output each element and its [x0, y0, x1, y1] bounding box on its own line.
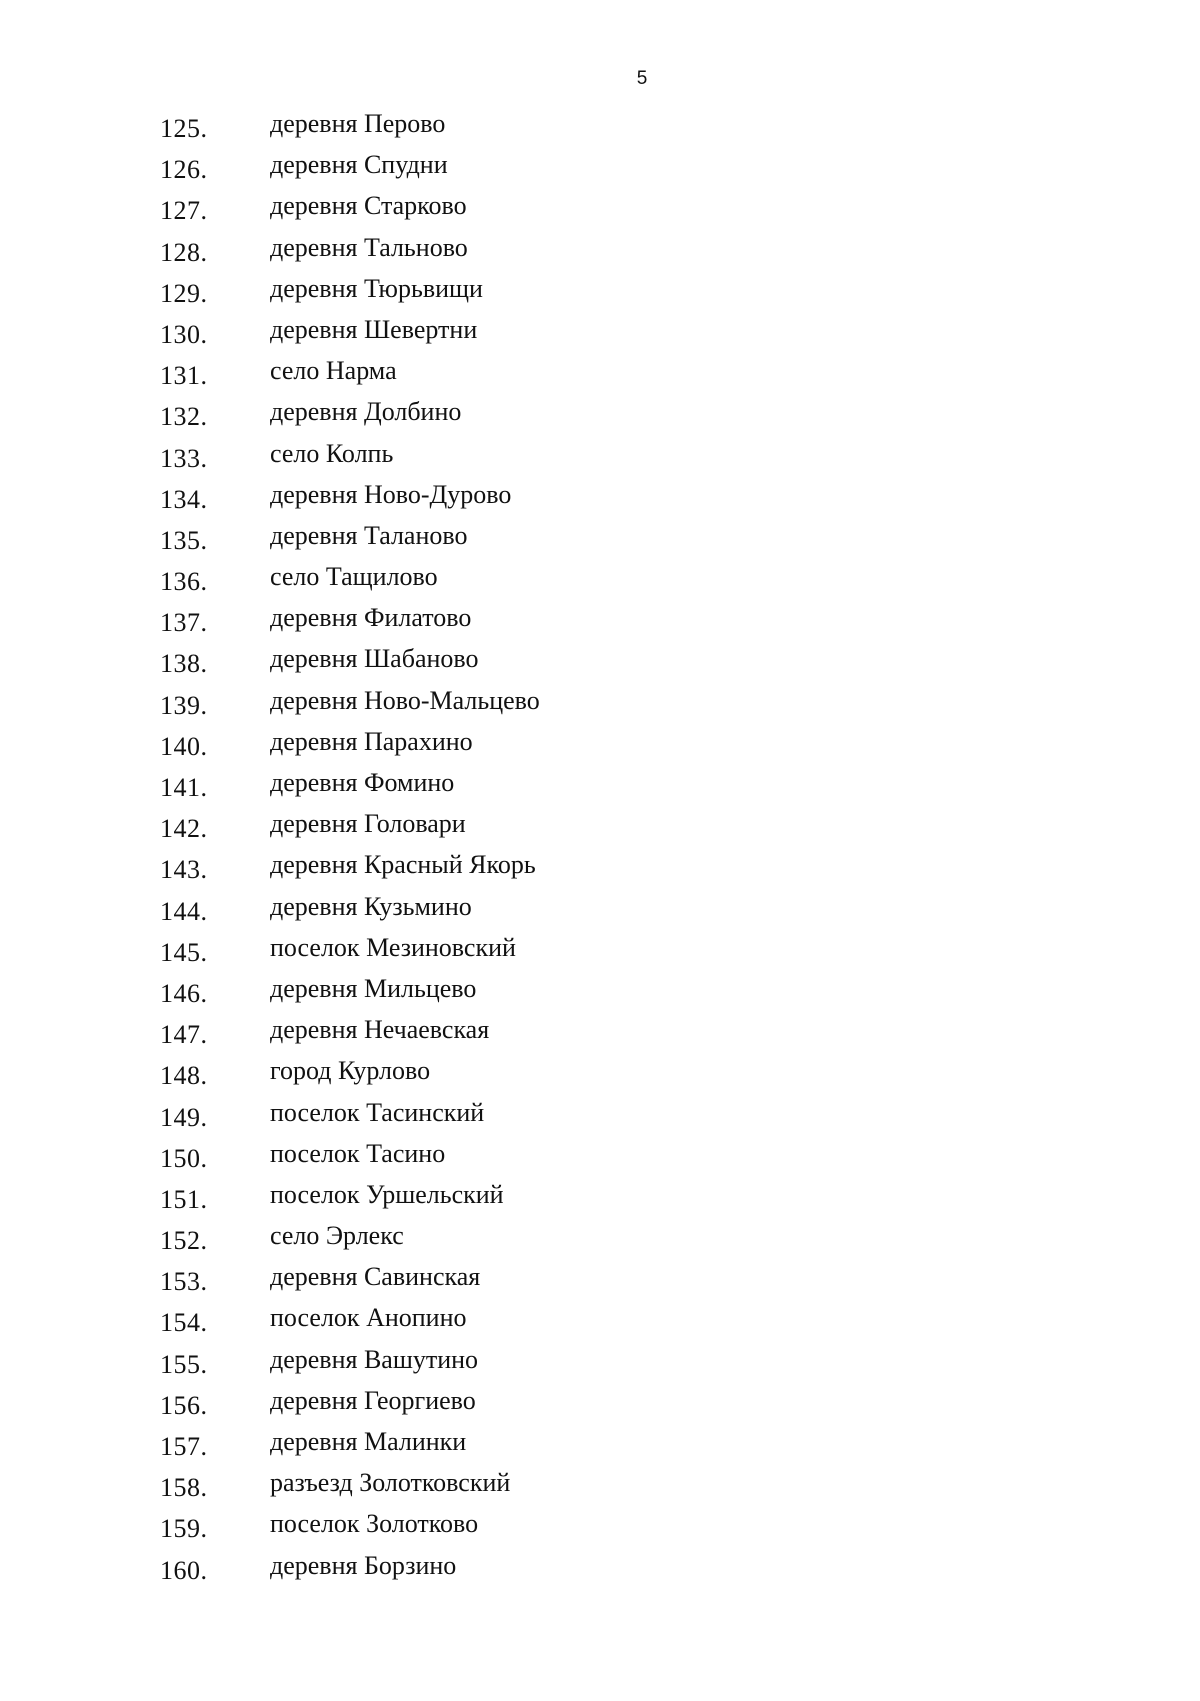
settlement-list	[0, 106, 1200, 1589]
settlement-name: село Тащилово	[270, 562, 438, 592]
list-item	[0, 1342, 1200, 1383]
settlement-name: поселок Уршельский	[270, 1179, 504, 1209]
settlement-name: деревня Вашутино	[270, 1344, 479, 1374]
item-number: 131.	[160, 361, 208, 391]
list-item	[0, 394, 1200, 435]
settlement-name: село Эрлекс	[270, 1221, 404, 1251]
item-number: 127.	[160, 196, 208, 226]
settlement-name: деревня Старково	[270, 191, 467, 221]
item-number: 136.	[160, 567, 208, 597]
item-number: 145.	[160, 937, 208, 967]
item-number: 140.	[160, 731, 208, 761]
settlement-name: поселок Тасинский	[270, 1097, 485, 1127]
item-number: 128.	[160, 237, 208, 267]
settlement-name: деревня Шабаново	[270, 644, 479, 674]
item-number: 144.	[160, 896, 208, 926]
item-number: 130.	[160, 319, 208, 349]
settlement-name: деревня Головари	[270, 809, 466, 839]
item-number: 142.	[160, 814, 208, 844]
list-item	[0, 1259, 1200, 1300]
settlement-name: деревня Тюрьвищи	[270, 273, 483, 303]
list-item	[0, 930, 1200, 971]
settlement-name: разъезд Золотковский	[270, 1468, 511, 1498]
item-number: 153.	[160, 1267, 208, 1297]
item-number: 159.	[160, 1514, 208, 1544]
item-number: 152.	[160, 1226, 208, 1256]
item-number: 138.	[160, 649, 208, 679]
settlement-name: деревня Савинская	[270, 1262, 481, 1292]
settlement-name: поселок Мезиновский	[270, 932, 516, 962]
list-item	[0, 1300, 1200, 1341]
list-item	[0, 559, 1200, 600]
list-item	[0, 1424, 1200, 1465]
list-item	[0, 1383, 1200, 1424]
list-item	[0, 1053, 1200, 1094]
settlement-name: деревня Шевертни	[270, 314, 478, 344]
item-number: 150.	[160, 1143, 208, 1173]
settlement-name: деревня Малинки	[270, 1427, 467, 1456]
list-item	[0, 1465, 1200, 1506]
list-item	[0, 188, 1200, 229]
list-item	[0, 1095, 1200, 1136]
item-number: 155.	[160, 1349, 208, 1379]
settlement-name: деревня Георгиево	[270, 1385, 476, 1415]
settlement-name: город Курлово	[270, 1056, 431, 1086]
item-number: 125.	[160, 114, 208, 143]
settlement-name: деревня Перово	[270, 109, 446, 138]
list-item	[0, 518, 1200, 559]
item-number: 132.	[160, 402, 208, 432]
settlement-name: поселок Золотково	[270, 1509, 479, 1539]
settlement-name: деревня Долбино	[270, 397, 462, 427]
list-item	[0, 1506, 1200, 1547]
settlement-name: деревня Ново-Дурово	[270, 479, 512, 509]
settlement-name: деревня Таланово	[270, 520, 468, 550]
settlement-name: деревня Спудни	[270, 150, 448, 180]
settlement-name: деревня Мильцево	[270, 973, 477, 1003]
list-item	[0, 1012, 1200, 1053]
list-item	[0, 971, 1200, 1012]
settlement-name: поселок Тасино	[270, 1138, 446, 1168]
item-number: 126.	[160, 155, 208, 185]
list-item	[0, 271, 1200, 312]
list-item	[0, 312, 1200, 353]
item-number: 148.	[160, 1061, 208, 1091]
page-number: 5	[636, 68, 648, 89]
item-number: 141.	[160, 773, 208, 802]
item-number: 157.	[160, 1432, 208, 1461]
list-item	[0, 1136, 1200, 1177]
item-number: 160.	[160, 1555, 208, 1585]
item-number: 158.	[160, 1473, 208, 1503]
item-number: 139.	[160, 690, 208, 720]
list-item	[0, 106, 1200, 147]
list-item	[0, 889, 1200, 930]
item-number: 133.	[160, 443, 208, 473]
list-item	[0, 847, 1200, 888]
settlement-name: деревня Тальново	[270, 232, 468, 262]
item-number: 156.	[160, 1390, 208, 1420]
settlement-name: деревня Фомино	[270, 768, 455, 797]
list-item	[0, 1177, 1200, 1218]
list-item	[0, 765, 1200, 806]
list-item	[0, 806, 1200, 847]
settlement-name: село Колпь	[270, 438, 394, 468]
item-number: 146.	[160, 978, 208, 1008]
settlement-name: деревня Борзино	[270, 1550, 457, 1580]
item-number: 137.	[160, 608, 208, 638]
settlement-name: деревня Нечаевская	[270, 1015, 490, 1045]
item-number: 154.	[160, 1308, 208, 1338]
list-item	[0, 724, 1200, 765]
settlement-name: деревня Филатово	[270, 603, 472, 633]
settlement-name: село Нарма	[270, 356, 397, 386]
settlement-name: деревня Красный Якорь	[270, 850, 536, 880]
settlement-name: деревня Ново-Мальцево	[270, 685, 540, 715]
item-number: 143.	[160, 855, 208, 885]
list-item	[0, 436, 1200, 477]
item-number: 149.	[160, 1102, 208, 1132]
item-number: 134.	[160, 484, 208, 514]
item-number: 129.	[160, 278, 208, 308]
list-item	[0, 147, 1200, 188]
list-item	[0, 1548, 1200, 1589]
item-number: 135.	[160, 525, 208, 555]
settlement-name: деревня Кузьмино	[270, 891, 472, 921]
list-item	[0, 641, 1200, 682]
settlement-name: деревня Парахино	[270, 726, 473, 756]
list-item	[0, 477, 1200, 518]
list-item	[0, 683, 1200, 724]
list-item	[0, 353, 1200, 394]
list-item	[0, 1218, 1200, 1259]
list-item	[0, 600, 1200, 641]
item-number: 151.	[160, 1184, 208, 1214]
list-item	[0, 230, 1200, 271]
item-number: 147.	[160, 1020, 208, 1050]
settlement-name: поселок Анопино	[270, 1303, 467, 1333]
